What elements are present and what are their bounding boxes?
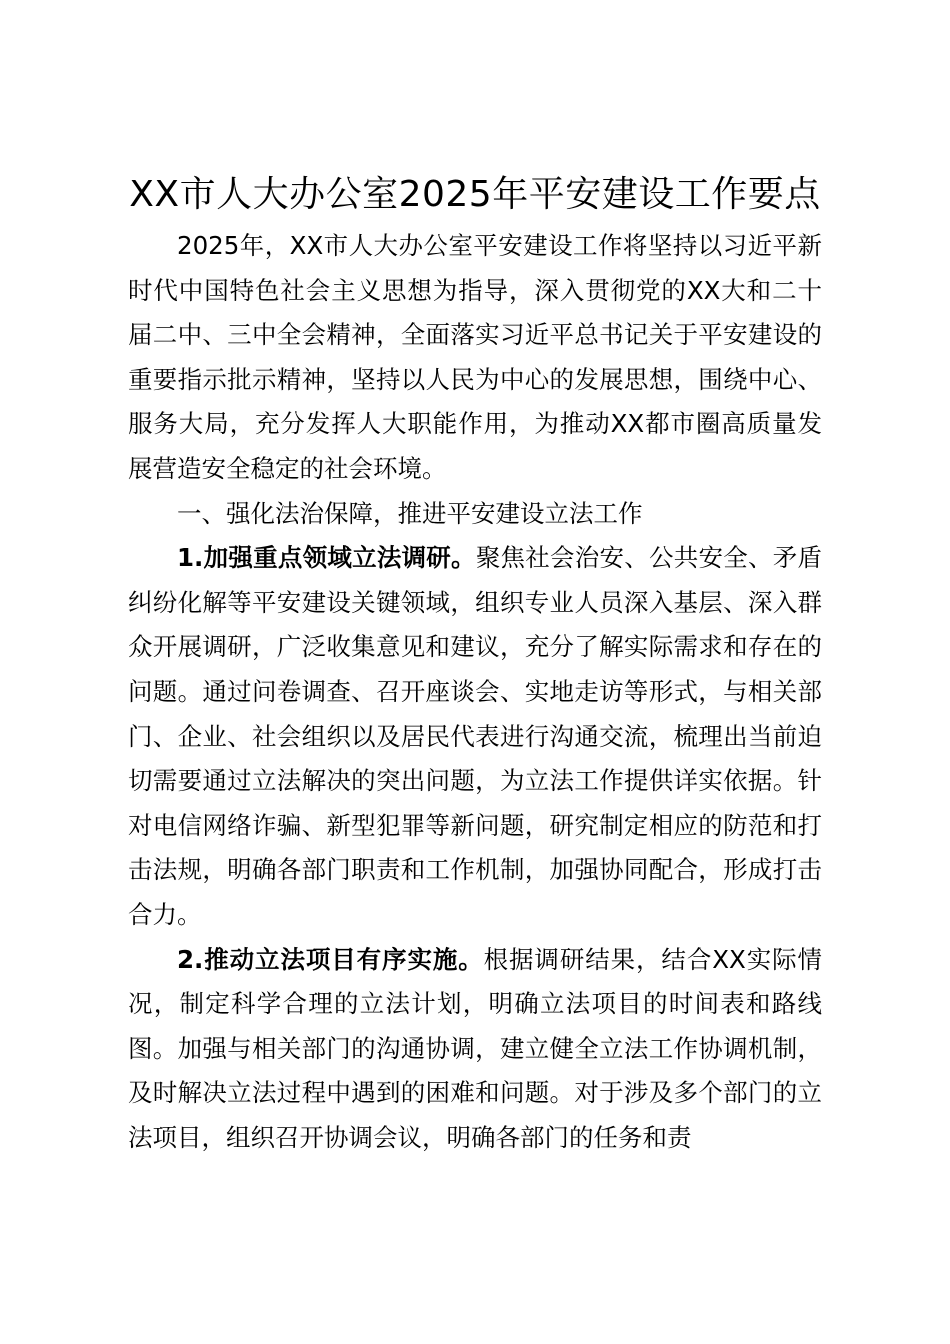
item-2-text: 根据调研结果，结合XX实际情况，制定科学合理的立法计划，明确立法项目的时间表和路线图。加强与相关部门的沟通协调，建立健全立法工作协调机制，及时解决立法过程中遇到的困难和问题。对于涉及多个部门的立法项目，组织召开协调会议，明确各部门的任务和责 bbox=[128, 944, 822, 1152]
intro-paragraph: 2025年，XX市人大办公室平安建设工作将坚持以习近平新时代中国特色社会主义思想为指导，深入贯彻党的XX大和二十届二中、三中全会精神，全面落实习近平总书记关于平安建设的重要指示批示精神，坚持以人民为中心的发展思想，围绕中心、服务大局，充分发挥人大职能作用，为推动XX都市圈高质量发展营造安全稳定的社会环境。 bbox=[128, 231, 822, 483]
section-heading-1: 一、强化法治保障，推进平安建设立法工作 bbox=[177, 498, 643, 528]
item-1-lead: 1.加强重点领域立法调研。 bbox=[177, 543, 476, 573]
item-2-paragraph bbox=[128, 938, 822, 1161]
document-body bbox=[128, 224, 822, 1160]
item-1-paragraph bbox=[128, 536, 822, 937]
document-title: XX市人大办公室2025年平安建设工作要点 bbox=[129, 174, 821, 215]
item-1-text: 聚焦社会治安、公共安全、矛盾纠纷化解等平安建设关键领域，组织专业人员深入基层、深入群众开展调研，广泛收集意见和建议，充分了解实际需求和存在的问题。通过问卷调查、召开座谈会、实地走访等形式，与相关部门、企业、社会组织以及居民代表进行沟通交流，梳理出当前迫切需要通过立法解决的突出问题，为立法工作提供详实依据。针对电信网络诈骗、新型犯罪等新问题，研究制定相应的防范和打击法规，明确各部门职责和工作机制，加强协同配合，形成打击合力。 bbox=[128, 543, 823, 929]
item-2-lead: 2.推动立法项目有序实施。 bbox=[177, 944, 484, 974]
